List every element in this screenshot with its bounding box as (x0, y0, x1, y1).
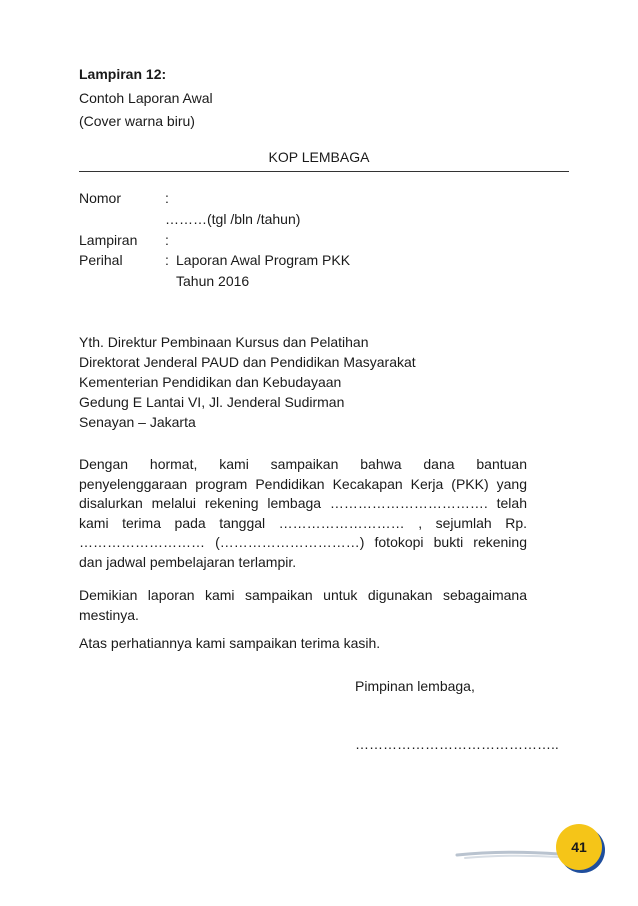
page-swoosh-decoration (455, 848, 565, 862)
nomor-date: ………(tgl /bln /tahun) (165, 211, 301, 227)
recipient-address (79, 332, 416, 432)
signature-line: …………………………………….. (355, 736, 559, 752)
signature-title: Pimpinan lembaga, (355, 678, 475, 694)
document-subtitle: Contoh Laporan Awal (79, 90, 213, 106)
header-divider (79, 171, 569, 172)
address-line: Kementerian Pendidikan dan Kebudayaan (79, 374, 342, 390)
page-number-badge (556, 824, 602, 870)
lampiran-colon: : (165, 232, 169, 248)
lampiran-label: Lampiran (79, 232, 138, 248)
perihal-value: Laporan Awal Program PKK (176, 252, 351, 268)
body-paragraph-3: Atas perhatiannya kami sampaikan terima kasih. (79, 635, 381, 651)
address-line: Senayan – Jakarta (79, 414, 196, 430)
perihal-colon: : (165, 252, 169, 268)
address-line: Yth. Direktur Pembinaan Kursus dan Pelatihan (79, 334, 369, 350)
address-line: Gedung E Lantai VI, Jl. Jenderal Sudirman (79, 394, 345, 410)
body-paragraph-1: Dengan hormat, kami sampaikan bahwa dana bantuan penyelenggaraan program Pendidikan Kecakapan Kerja (PKK) yang disalurkan melalui rekening lembaga ……………………………. telah kami terima pada tanggal ……………………… , sejumlah Rp. ……………………… (…………………………) fotokopi bukti rekening dan jadwal pembelajaran terlampir. (79, 456, 527, 570)
appendix-title: Lampiran 12: (79, 66, 167, 82)
kop-lembaga-heading: KOP LEMBAGA (268, 149, 370, 165)
nomor-label: Nomor (79, 190, 122, 206)
body-paragraph-2: Demikian laporan kami sampaikan untuk digunakan sebagaimana mestinya. (79, 587, 527, 623)
page-number: 41 (571, 839, 587, 855)
perihal-label: Perihal (79, 252, 123, 268)
perihal-year: Tahun 2016 (176, 273, 250, 289)
nomor-colon: : (165, 190, 169, 206)
cover-note: (Cover warna biru) (79, 113, 195, 129)
address-line: Direktorat Jenderal PAUD dan Pendidikan Masyarakat (79, 354, 416, 370)
